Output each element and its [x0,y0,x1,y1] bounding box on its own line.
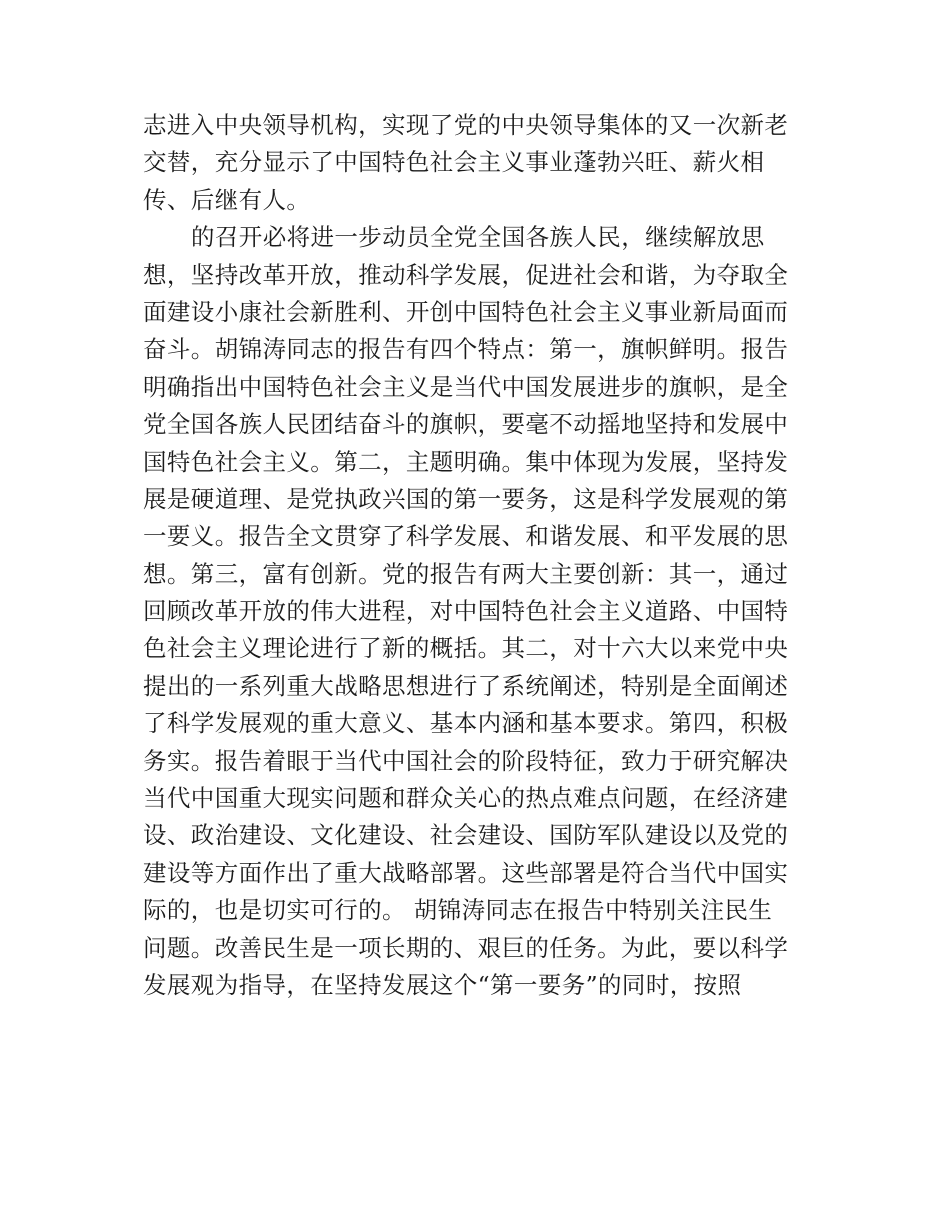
text-line: 党全国各族人民团结奋斗的旗帜，要毫不动摇地坚持和发展中 [143,410,789,439]
text-line: 明确指出中国特色社会主义是当代中国发展进步的旗帜，是全 [143,372,789,401]
text-line: 回顾改革开放的伟大进程，对中国特色社会主义道路、中国特 [143,597,789,626]
text-line: 传、后继有人。 [143,185,311,214]
text-line: 设、政治建设、文化建设、社会建设、国防军队建设以及党的 [143,821,789,850]
text-line: 交替，充分显示了中国特色社会主义事业蓬勃兴旺、薪火相 [143,148,765,177]
text-line: 建设等方面作出了重大战略部署。这些部署是符合当代中国实 [143,858,789,887]
text-line: 提出的一系列重大战略思想进行了系统阐述，特别是全面阐述 [143,671,789,700]
text-line: 国特色社会主义。第二，主题明确。集中体现为发展，坚持发 [143,447,789,476]
text-line: 务实。报告着眼于当代中国社会的阶段特征，致力于研究解决 [143,746,789,775]
text-line: 想。第三，富有创新。党的报告有两大主要创新：其一，通过 [143,559,789,588]
text-line: 发展观为指导，在坚持发展这个“第一要务”的同时，按照 [143,970,742,999]
text-line: 奋斗。胡锦涛同志的报告有四个特点：第一，旗帜鲜明。报告 [143,335,789,364]
text-line: 志进入中央领导机构，实现了党的中央领导集体的又一次新老 [143,111,789,139]
text-line: 面建设小康社会新胜利、开创中国特色社会主义事业新局面而 [143,297,789,326]
text-line: 了科学发展观的重大意义、基本内涵和基本要求。第四，积极 [143,709,789,738]
text-line: 一要义。报告全文贯穿了科学发展、和谐发展、和平发展的思 [143,522,789,551]
text-line: 展是硬道理、是党执政兴国的第一要务，这是科学发展观的第 [143,484,789,513]
paragraph-start-line: 的召开必将进一步动员全党全国各族人民，继续解放思 [191,223,765,252]
text-line: 当代中国重大现实问题和群众关心的热点难点问题，在经济建 [143,784,789,813]
text-line: 际的，也是切实可行的。 胡锦涛同志在报告中特别关注民生 [143,896,773,925]
body-text [143,107,813,1004]
text-line: 想，坚持改革开放，推动科学发展，促进社会和谐，为夺取全 [143,260,789,289]
text-line: 问题。改善民生是一项长期的、艰巨的任务。为此，要以科学 [143,933,789,962]
text-line: 色社会主义理论进行了新的概括。其二，对十六大以来党中央 [143,634,789,663]
